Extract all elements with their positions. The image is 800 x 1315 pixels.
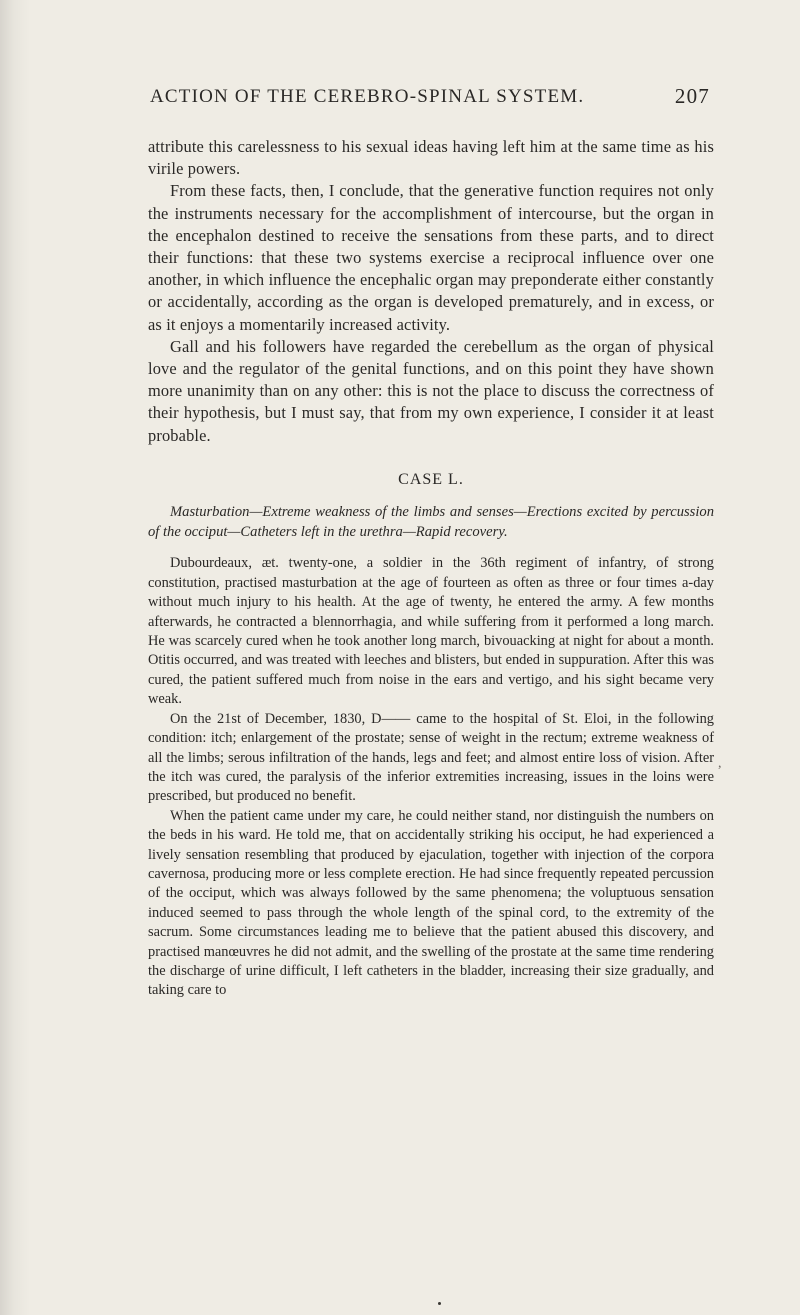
paragraph-conclusion: From these facts, then, I conclude, that the generative function requires not only the instruments necessary for the accomplishment of intercourse, but the organ in the encephalon destined to receive the sensations from these parts, and to direct their functions: that these two systems exercise a reciprocal influence over one another, in which influence the encephalic organ may preponderate either constantly or accidentally, according as the organ is developed prematurely, and in excess, or as it enjoys a momentarily increased activity. [148,181,714,334]
paragraph-continuation: attribute this carelessness to his sexual ideas having left him at the same time as his virile powers. [148,137,714,179]
body-text [148,136,714,1001]
case-summary: Masturbation—Extreme weakness of the limbs and senses—Erections excited by percussion of the occiput—Catheters left in the urethra—Rapid recovery. [148,503,714,540]
running-title: ACTION OF THE CEREBRO-SPINAL SYSTEM. [150,86,585,107]
case-paragraph-treatment: When the patient came under my care, he could neither stand, nor distinguish the numbers on the beds in his ward. He told me, that on accidentally striking his occiput, he had experienced a lively sensation resembling that produced by ejaculation, together with injection of the corpora cavernosa, producing more or less complete erection. He had since frequently repeated percussion of the occiput, which was always followed by the same phenomena; the voluptuous sensation induced seemed to pass through the whole length of the spinal cord, to the extremity of the sacrum. Some circumstances leading me to believe that the patient abused this discovery, and practised manœuvres he did not admit, and the swelling of the prostate at the same time rendering the discharge of urine difficult, I left catheters in the bladder, increasing their size gradually, and taking care to [148,807,714,999]
margin-mark: , [718,756,722,771]
paragraph-gall: Gall and his followers have regarded the cerebellum as the organ of physical love and the regulator of the genital functions, and on this point they have shown more unanimity than on any other: this is not the place to discuss the correctness of their hypothesis, but I must say, that from my own experience, I consider it at least probable. [148,336,714,445]
case-paragraph-admission: On the 21st of December, 1830, D—— came to the hospital of St. Eloi, in the following condition: itch; enlargement of the prostate; sense of weight in the rectum; extreme weakness of all the limbs; serous infiltration of the hands, legs and feet; and almost entire loss of vision. After the itch was cured, the paralysis of the inferior extremities increasing, issues in the loins were prescribed, but produced no benefit. [148,710,714,805]
page-header [150,86,710,114]
case-heading: CASE L. [398,470,464,488]
page-speck [438,1302,441,1305]
case-paragraph-history: Dubourdeaux, æt. twenty-one, a soldier in the 36th regiment of infantry, of strong constitution, practised masturbation at the age of fourteen as often as three or four times a-day without much injury to his health. At the age of twenty, he entered the army. A few months afterwards, he contracted a blennorrhagia, and while suffering from it performed a long march. He was scarcely cured when he took another long march, bivouacking at night for about a month. Otitis occurred, and was treated with leeches and blisters, but ended in suppuration. After this was cured, the patient suffered much from noise in the ears and vertigo, and his sight became very weak. [148,555,714,708]
page-number: 207 [674,84,710,108]
